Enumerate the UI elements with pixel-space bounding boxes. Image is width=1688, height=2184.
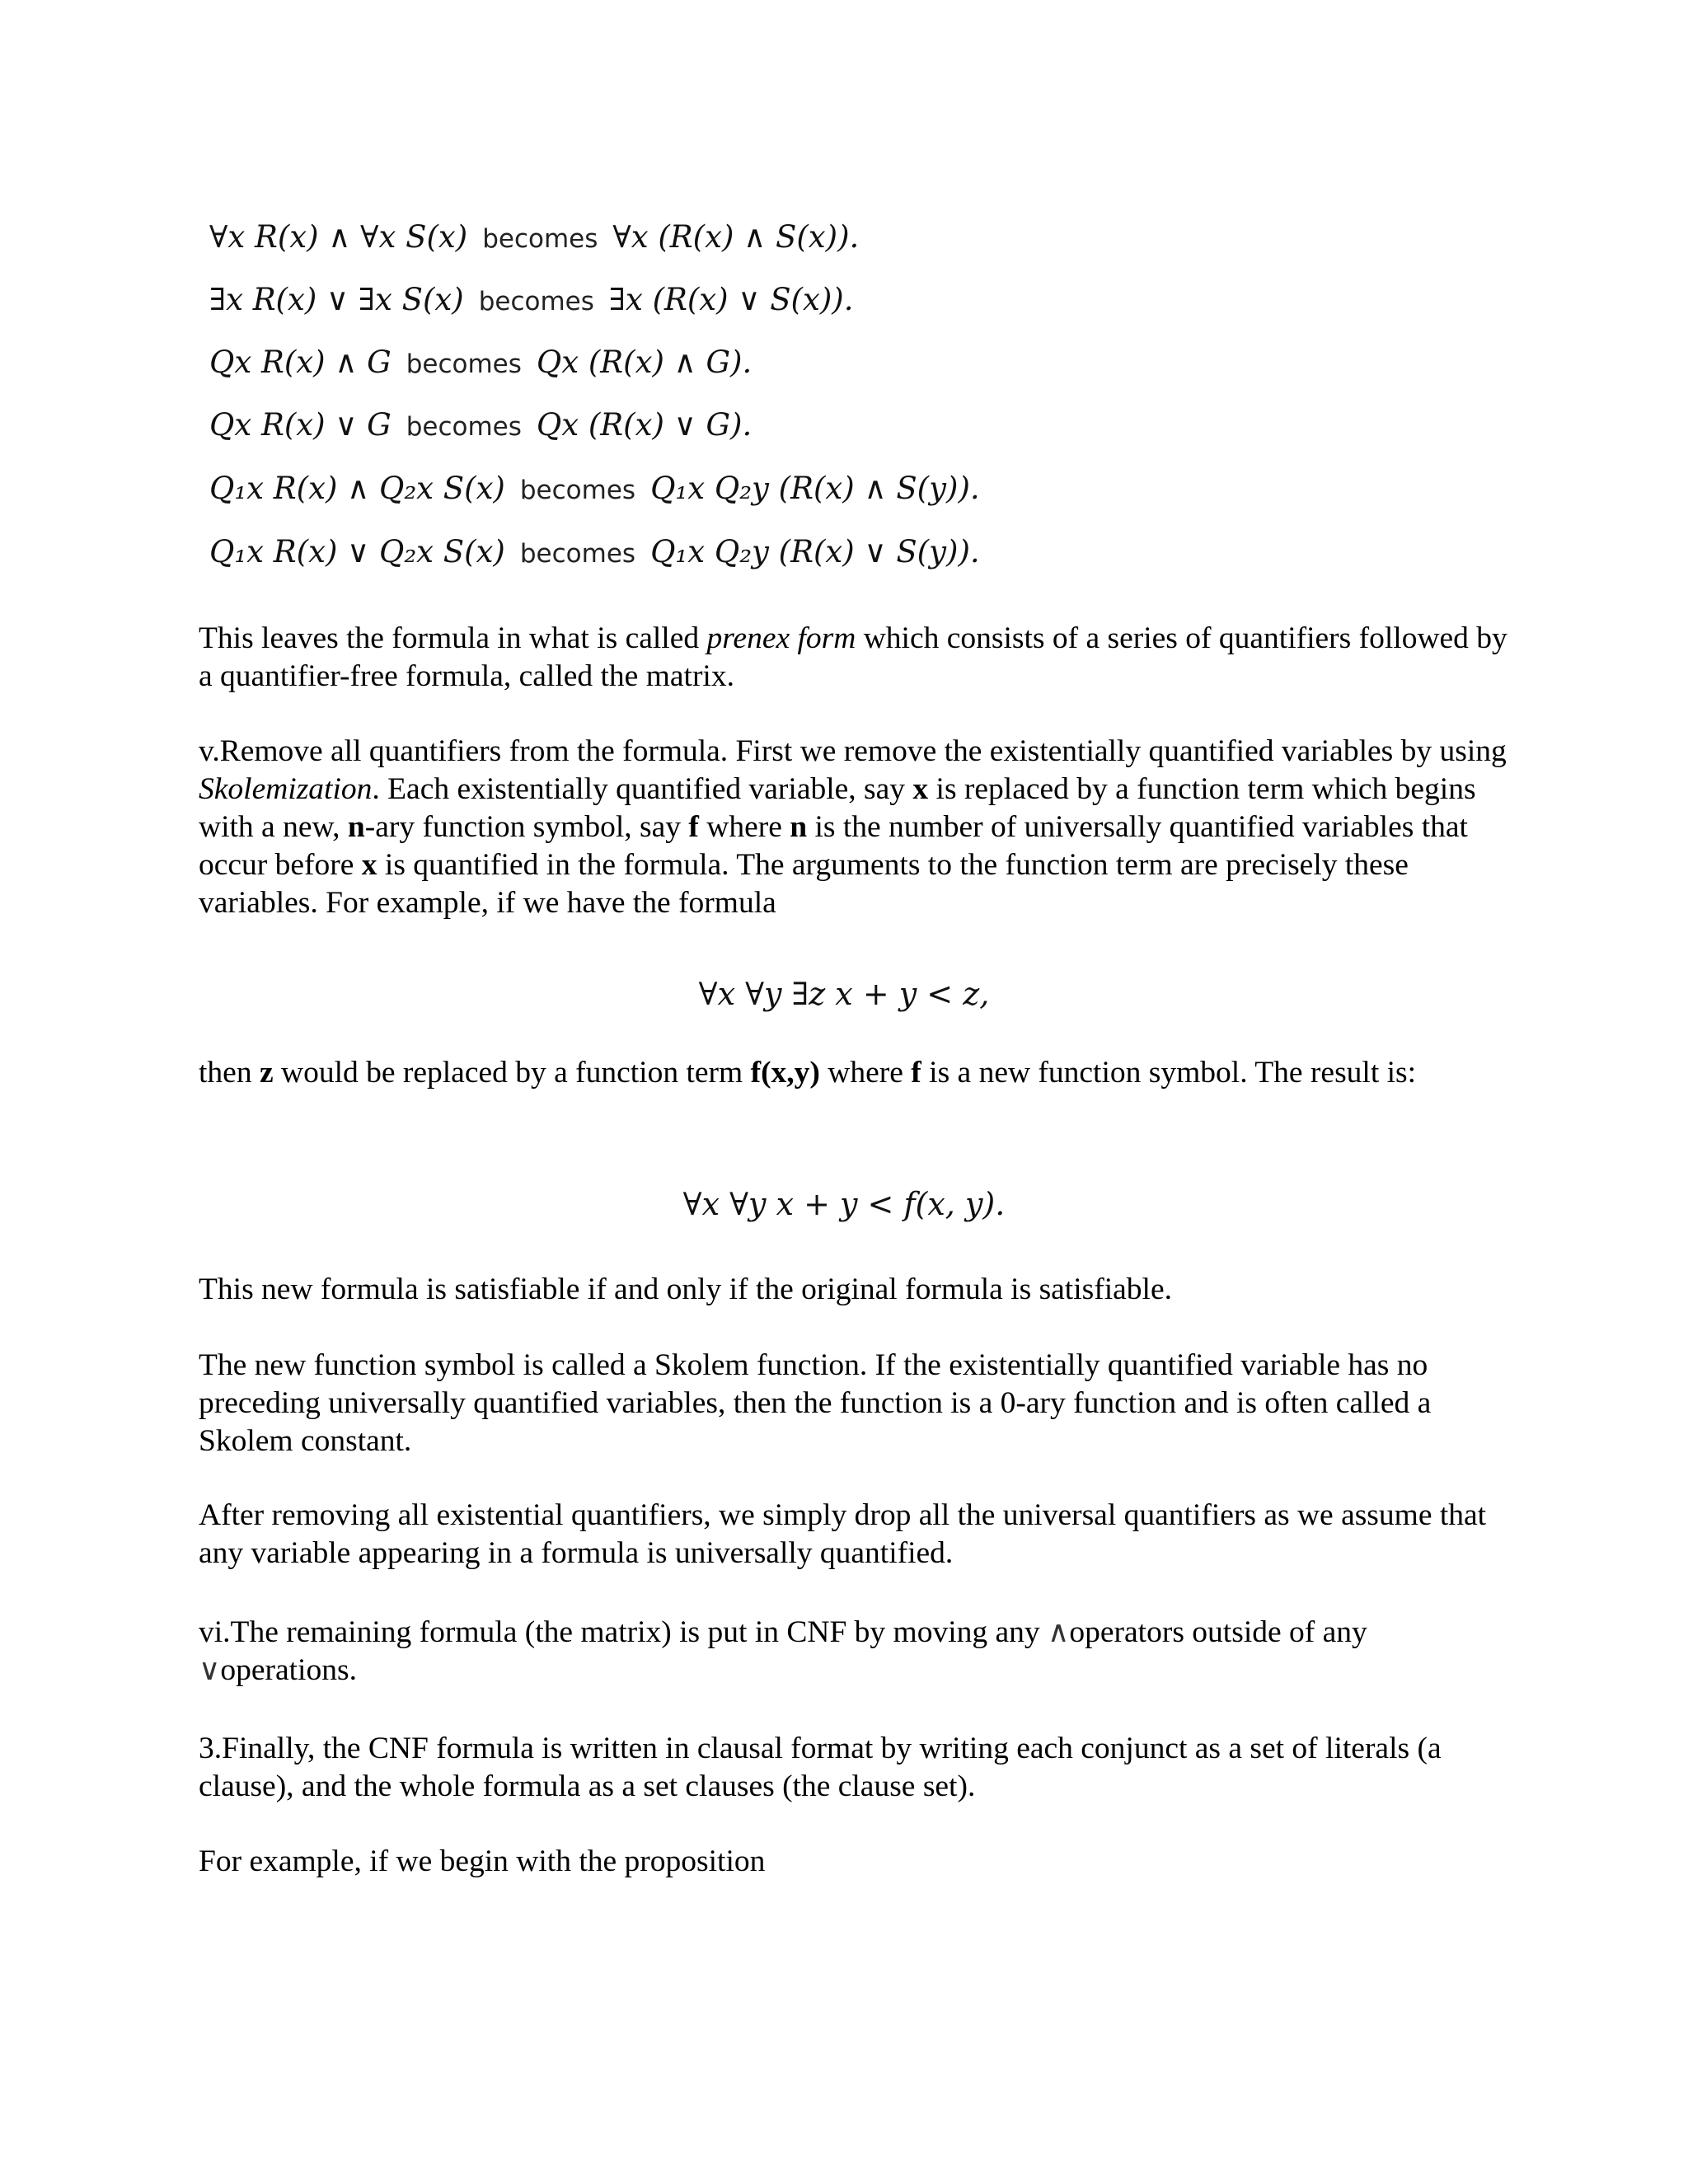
rule-row: [209, 213, 859, 262]
satisfiable-paragraph: This new formula is satisfiable if and only if the original formula is satisfiable.: [199, 1272, 1172, 1306]
var-f: f: [688, 810, 699, 844]
and-operator-icon: ∧: [1048, 1615, 1070, 1649]
text-run: is the number of universally quantified variables that occur before: [199, 810, 1468, 882]
prenex-paragraph: [199, 620, 1509, 696]
text-run: operators outside of any: [1069, 1615, 1367, 1649]
rule-connector: becomes: [519, 476, 636, 505]
text-run: is replaced by a function term which begins with a new,: [199, 772, 1476, 844]
text-run: is quantified in the formula. The arguments to the function term are precisely these variables. For example, if we have the formula: [199, 848, 1409, 920]
rule-connector: becomes: [406, 412, 522, 442]
function-term: f(x,y): [750, 1056, 820, 1090]
rule-connector: becomes: [478, 287, 594, 316]
text-run: then: [199, 1056, 260, 1090]
rule-row: [209, 338, 752, 387]
var-z: z: [259, 1056, 274, 1090]
text-run: operations.: [220, 1653, 357, 1687]
rule-right: Q₁x Q₂y (R(x) ∨ S(y)).: [650, 534, 980, 569]
text-run: . Each existentially quantified variable, say: [372, 772, 913, 806]
var-f: f: [911, 1056, 921, 1090]
rule-right: ∀x (R(x) ∧ S(x)).: [612, 219, 860, 255]
term-prenex-form: prenex form: [706, 621, 856, 655]
var-n: n: [347, 810, 365, 844]
rule-right: Qx (R(x) ∨ G).: [536, 407, 753, 443]
rule-left: Qx R(x) ∧ G: [209, 344, 392, 380]
text-run: where: [819, 1056, 912, 1090]
text-run: vi.The remaining formula (the matrix) is put in CNF by moving any: [199, 1615, 1048, 1649]
text-run: v.Remove all quantifiers from the formula. First we remove the existentially quantified variables by using: [199, 734, 1507, 768]
rule-row: [209, 527, 980, 577]
rule-left: ∃x R(x) ∨ ∃x S(x): [209, 282, 464, 317]
rule-left: ∀x R(x) ∧ ∀x S(x): [209, 219, 468, 255]
var-x: x: [912, 772, 929, 806]
or-operator-icon: ∨: [199, 1653, 221, 1687]
rule-connector: becomes: [406, 349, 522, 379]
text-run: -ary function symbol, say: [364, 810, 689, 844]
skolem-paragraph: The new function symbol is called a Skolem function. If the existentially quantified variable has no preceding universally quantified variables, then the function is a 0-ary function and is often called a Skolem constant.: [199, 1348, 1432, 1458]
text-run: is a new function symbol. The result is:: [921, 1056, 1417, 1090]
drop-universal-paragraph: After removing all existential quantifiers, we simply drop all the universal quantifiers as we assume that any variable appearing in a formula is universally quantified.: [199, 1498, 1487, 1570]
rule-connector: becomes: [482, 224, 598, 254]
step-v-paragraph: [199, 733, 1509, 922]
step-3-paragraph: 3.Finally, the CNF formula is written in clausal format by writing each conjunct as a set of literals (a clause), and the whole formula as a set clauses (the clause set).: [199, 1732, 1442, 1803]
rule-right: Qx (R(x) ∧ G).: [536, 344, 753, 380]
text-run: would be replaced by a function term: [273, 1056, 751, 1090]
rule-left: Q₁x R(x) ∧ Q₂x S(x): [209, 471, 505, 506]
rule-connector: becomes: [519, 539, 636, 569]
text-run: where: [698, 810, 790, 844]
example-paragraph: For example, if we begin with the proposition: [199, 1844, 766, 1878]
text-run: which consists of a series of quantifiers followed by a quantifier-free formula, called the matrix.: [199, 621, 1507, 693]
rule-row: [209, 275, 854, 325]
text-run: This leaves the formula in what is called: [199, 621, 707, 655]
display-formula-2: ∀x ∀y x + y < f(x, y).: [682, 1186, 1006, 1222]
display-formula-1: ∀x ∀y ∃z x + y < z,: [698, 976, 990, 1012]
then-paragraph: [199, 1054, 1509, 1092]
var-n: n: [790, 810, 808, 844]
rule-left: Q₁x R(x) ∨ Q₂x S(x): [209, 534, 505, 569]
rule-right: Q₁x Q₂y (R(x) ∧ S(y)).: [650, 471, 980, 506]
rule-left: Qx R(x) ∨ G: [209, 407, 392, 443]
var-x: x: [361, 848, 377, 882]
step-vi-paragraph: [199, 1614, 1509, 1690]
rule-row: [209, 401, 752, 450]
rule-right: ∃x (R(x) ∨ S(x)).: [608, 282, 854, 317]
rule-row: [209, 464, 980, 513]
term-skolemization: Skolemization: [199, 772, 373, 806]
